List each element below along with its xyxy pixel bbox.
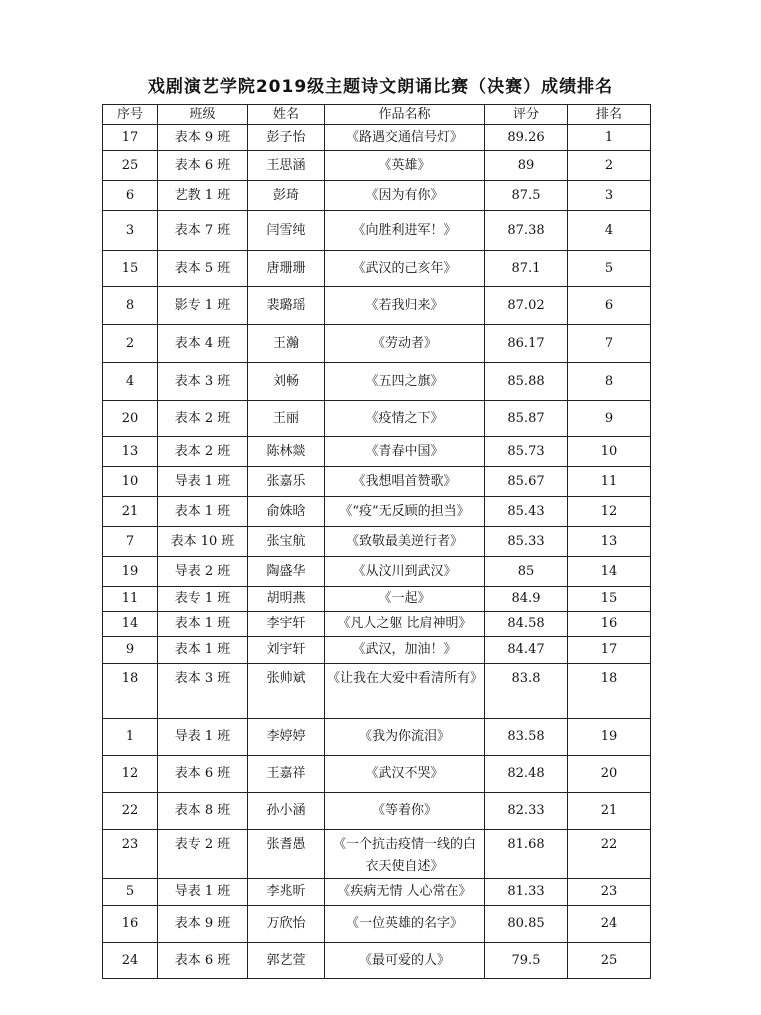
row-name: 俞姝晗 bbox=[248, 497, 325, 527]
row-class: 表本 8 班 bbox=[158, 793, 248, 830]
row-rank: 6 bbox=[568, 287, 651, 325]
table-row bbox=[103, 497, 651, 527]
row-name: 张宝航 bbox=[248, 527, 325, 557]
header-row bbox=[103, 105, 651, 125]
row-class: 表本 2 班 bbox=[158, 437, 248, 467]
row-rank: 9 bbox=[568, 401, 651, 437]
row-rank: 4 bbox=[568, 211, 651, 251]
row-work: 《致敬最美逆行者》 bbox=[325, 527, 485, 557]
row-no: 14 bbox=[103, 612, 158, 637]
row-name: 王丽 bbox=[248, 401, 325, 437]
row-score: 80.85 bbox=[485, 906, 568, 943]
row-class: 导表 1 班 bbox=[158, 879, 248, 906]
row-rank: 14 bbox=[568, 557, 651, 587]
row-rank: 20 bbox=[568, 756, 651, 793]
row-work: 《等着你》 bbox=[325, 793, 485, 830]
row-class: 导表 2 班 bbox=[158, 557, 248, 587]
header-name: 姓名 bbox=[248, 105, 325, 125]
row-class: 表专 1 班 bbox=[158, 587, 248, 612]
table-row bbox=[103, 401, 651, 437]
row-no: 13 bbox=[103, 437, 158, 467]
row-score: 85.87 bbox=[485, 401, 568, 437]
row-score: 89 bbox=[485, 151, 568, 181]
table-row bbox=[103, 251, 651, 287]
row-rank: 1 bbox=[568, 125, 651, 151]
row-no: 23 bbox=[103, 830, 158, 879]
row-rank: 10 bbox=[568, 437, 651, 467]
row-class: 表本 9 班 bbox=[158, 125, 248, 151]
row-work: 《因为有你》 bbox=[325, 181, 485, 211]
table-row bbox=[103, 664, 651, 719]
row-name: 闫雪纯 bbox=[248, 211, 325, 251]
row-work: 《劳动者》 bbox=[325, 325, 485, 363]
table-row bbox=[103, 719, 651, 756]
row-work: 《我想唱首赞歌》 bbox=[325, 467, 485, 497]
header-no: 序号 bbox=[103, 105, 158, 125]
row-score: 85.33 bbox=[485, 527, 568, 557]
row-class: 表本 7 班 bbox=[158, 211, 248, 251]
row-rank: 2 bbox=[568, 151, 651, 181]
row-name: 郭艺萱 bbox=[248, 943, 325, 979]
row-score: 83.8 bbox=[485, 664, 568, 719]
results-body bbox=[103, 125, 651, 979]
row-score: 84.9 bbox=[485, 587, 568, 612]
row-name: 孙小涵 bbox=[248, 793, 325, 830]
row-score: 87.02 bbox=[485, 287, 568, 325]
row-score: 84.47 bbox=[485, 637, 568, 664]
row-no: 24 bbox=[103, 943, 158, 979]
row-rank: 22 bbox=[568, 830, 651, 879]
row-name: 陈林燚 bbox=[248, 437, 325, 467]
header-rank: 排名 bbox=[568, 105, 651, 125]
row-score: 87.1 bbox=[485, 251, 568, 287]
row-rank: 15 bbox=[568, 587, 651, 612]
row-name: 李婷婷 bbox=[248, 719, 325, 756]
row-rank: 5 bbox=[568, 251, 651, 287]
row-no: 12 bbox=[103, 756, 158, 793]
row-score: 79.5 bbox=[485, 943, 568, 979]
row-work: 《五四之旗》 bbox=[325, 363, 485, 401]
row-work: 《最可爱的人》 bbox=[325, 943, 485, 979]
row-score: 82.48 bbox=[485, 756, 568, 793]
row-no: 19 bbox=[103, 557, 158, 587]
table-row bbox=[103, 151, 651, 181]
table-row bbox=[103, 793, 651, 830]
row-no: 21 bbox=[103, 497, 158, 527]
row-class: 导表 1 班 bbox=[158, 467, 248, 497]
row-rank: 19 bbox=[568, 719, 651, 756]
row-no: 25 bbox=[103, 151, 158, 181]
row-name: 陶盛华 bbox=[248, 557, 325, 587]
row-work: 《一个抗击疫情一线的白衣天使自述》 bbox=[325, 830, 485, 879]
row-no: 22 bbox=[103, 793, 158, 830]
row-no: 4 bbox=[103, 363, 158, 401]
row-no: 8 bbox=[103, 287, 158, 325]
row-work: 《让我在大爱中看清所有》 bbox=[325, 664, 485, 719]
row-name: 彭琦 bbox=[248, 181, 325, 211]
header-work: 作品名称 bbox=[325, 105, 485, 125]
row-no: 5 bbox=[103, 879, 158, 906]
row-work: 《武汉的己亥年》 bbox=[325, 251, 485, 287]
row-score: 84.58 bbox=[485, 612, 568, 637]
row-work: 《我为你流泪》 bbox=[325, 719, 485, 756]
row-score: 85.43 bbox=[485, 497, 568, 527]
row-work: 《武汉，加油！》 bbox=[325, 637, 485, 664]
table-row bbox=[103, 467, 651, 497]
row-class: 表本 6 班 bbox=[158, 756, 248, 793]
row-no: 18 bbox=[103, 664, 158, 719]
row-work: 《青春中国》 bbox=[325, 437, 485, 467]
row-name: 刘畅 bbox=[248, 363, 325, 401]
table-row bbox=[103, 125, 651, 151]
row-no: 9 bbox=[103, 637, 158, 664]
row-rank: 21 bbox=[568, 793, 651, 830]
row-work: 《若我归来》 bbox=[325, 287, 485, 325]
row-no: 6 bbox=[103, 181, 158, 211]
row-rank: 23 bbox=[568, 879, 651, 906]
row-class: 表本 5 班 bbox=[158, 251, 248, 287]
row-no: 15 bbox=[103, 251, 158, 287]
row-rank: 11 bbox=[568, 467, 651, 497]
row-name: 李兆昕 bbox=[248, 879, 325, 906]
row-class: 表本 4 班 bbox=[158, 325, 248, 363]
row-rank: 24 bbox=[568, 906, 651, 943]
row-class: 表本 3 班 bbox=[158, 664, 248, 719]
table-row bbox=[103, 527, 651, 557]
row-rank: 7 bbox=[568, 325, 651, 363]
page-title: 戏剧演艺学院2019级主题诗文朗诵比赛（决赛）成绩排名 bbox=[147, 77, 614, 97]
table-row bbox=[103, 437, 651, 467]
row-score: 85.73 bbox=[485, 437, 568, 467]
table-row bbox=[103, 879, 651, 906]
row-score: 85.88 bbox=[485, 363, 568, 401]
row-no: 16 bbox=[103, 906, 158, 943]
row-class: 表本 2 班 bbox=[158, 401, 248, 437]
row-class: 表本 1 班 bbox=[158, 497, 248, 527]
table-row bbox=[103, 830, 651, 879]
row-class: 影专 1 班 bbox=[158, 287, 248, 325]
row-name: 万欣怡 bbox=[248, 906, 325, 943]
row-score: 85 bbox=[485, 557, 568, 587]
row-work: 《从汶川到武汉》 bbox=[325, 557, 485, 587]
row-class: 表本 6 班 bbox=[158, 151, 248, 181]
row-name: 李宇轩 bbox=[248, 612, 325, 637]
row-score: 81.68 bbox=[485, 830, 568, 879]
table-row bbox=[103, 325, 651, 363]
row-rank: 3 bbox=[568, 181, 651, 211]
header-score: 评分 bbox=[485, 105, 568, 125]
table-row bbox=[103, 637, 651, 664]
row-no: 11 bbox=[103, 587, 158, 612]
row-work: 《一位英雄的名字》 bbox=[325, 906, 485, 943]
row-no: 2 bbox=[103, 325, 158, 363]
row-name: 张嘉乐 bbox=[248, 467, 325, 497]
row-no: 10 bbox=[103, 467, 158, 497]
row-class: 导表 1 班 bbox=[158, 719, 248, 756]
table-row bbox=[103, 612, 651, 637]
row-score: 85.67 bbox=[485, 467, 568, 497]
table-row bbox=[103, 943, 651, 979]
header-class: 班级 bbox=[158, 105, 248, 125]
row-no: 17 bbox=[103, 125, 158, 151]
row-work: 《疾病无情 人心常在》 bbox=[325, 879, 485, 906]
row-rank: 16 bbox=[568, 612, 651, 637]
row-no: 3 bbox=[103, 211, 158, 251]
row-name: 裴璐瑶 bbox=[248, 287, 325, 325]
row-work: 《路遇交通信号灯》 bbox=[325, 125, 485, 151]
row-score: 82.33 bbox=[485, 793, 568, 830]
row-name: 张帅斌 bbox=[248, 664, 325, 719]
table-row bbox=[103, 211, 651, 251]
row-name: 彭子怡 bbox=[248, 125, 325, 151]
row-name: 刘宇轩 bbox=[248, 637, 325, 664]
row-class: 表本 1 班 bbox=[158, 612, 248, 637]
table-row bbox=[103, 557, 651, 587]
row-rank: 17 bbox=[568, 637, 651, 664]
row-class: 表本 9 班 bbox=[158, 906, 248, 943]
row-work: 《“疫”无反顾的担当》 bbox=[325, 497, 485, 527]
row-rank: 25 bbox=[568, 943, 651, 979]
row-score: 81.33 bbox=[485, 879, 568, 906]
row-name: 王嘉祥 bbox=[248, 756, 325, 793]
row-rank: 8 bbox=[568, 363, 651, 401]
row-work: 《向胜利进军！》 bbox=[325, 211, 485, 251]
row-rank: 12 bbox=[568, 497, 651, 527]
row-work: 《一起》 bbox=[325, 587, 485, 612]
row-rank: 13 bbox=[568, 527, 651, 557]
table-row bbox=[103, 587, 651, 612]
row-class: 艺教 1 班 bbox=[158, 181, 248, 211]
row-rank: 18 bbox=[568, 664, 651, 719]
row-work: 《英雄》 bbox=[325, 151, 485, 181]
row-class: 表本 3 班 bbox=[158, 363, 248, 401]
row-class: 表本 6 班 bbox=[158, 943, 248, 979]
row-no: 20 bbox=[103, 401, 158, 437]
row-name: 唐珊珊 bbox=[248, 251, 325, 287]
row-no: 7 bbox=[103, 527, 158, 557]
row-name: 王瀚 bbox=[248, 325, 325, 363]
table-row bbox=[103, 756, 651, 793]
row-no: 1 bbox=[103, 719, 158, 756]
row-work: 《武汉不哭》 bbox=[325, 756, 485, 793]
row-class: 表本 10 班 bbox=[158, 527, 248, 557]
row-score: 89.26 bbox=[485, 125, 568, 151]
table-row bbox=[103, 906, 651, 943]
row-name: 王思涵 bbox=[248, 151, 325, 181]
row-score: 87.38 bbox=[485, 211, 568, 251]
row-score: 87.5 bbox=[485, 181, 568, 211]
table-row bbox=[103, 363, 651, 401]
row-work: 《凡人之躯 比肩神明》 bbox=[325, 612, 485, 637]
row-name: 张耆愚 bbox=[248, 830, 325, 879]
row-work: 《疫情之下》 bbox=[325, 401, 485, 437]
row-score: 83.58 bbox=[485, 719, 568, 756]
row-name: 胡明燕 bbox=[248, 587, 325, 612]
table-row bbox=[103, 287, 651, 325]
row-class: 表本 1 班 bbox=[158, 637, 248, 664]
row-class: 表专 2 班 bbox=[158, 830, 248, 879]
row-score: 86.17 bbox=[485, 325, 568, 363]
results-table bbox=[102, 104, 651, 979]
table-row bbox=[103, 181, 651, 211]
